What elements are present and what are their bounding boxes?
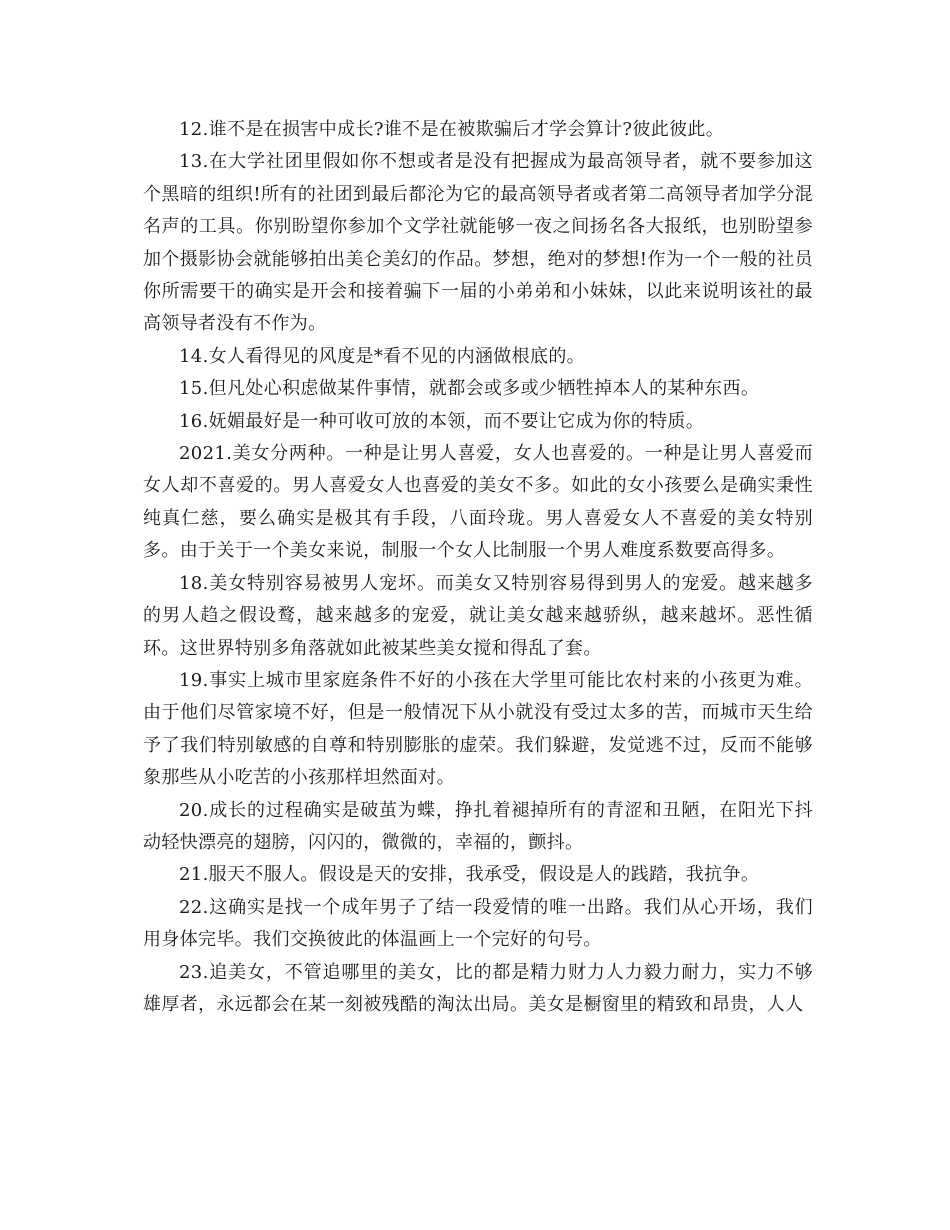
paragraph-19: 19.事实上城市里家庭条件不好的小孩在大学里可能比农村来的小孩更为难。由于他们尽管家境不好，但是一般情况下从小就没有受过太多的苦，而城市天生给予了我们特别敏感的自尊和特别膨胀的虚荣。我们躲避，发觉逃不过，反而不能够象那些从小吃苦的小孩那样坦然面对。 bbox=[143, 669, 813, 789]
paragraph-23: 23.追美女，不管追哪里的美女，比的都是精力财力人力毅力耐力，实力不够雄厚者，永远都会在某一刻被残酷的淘汰出局。美女是橱窗里的精致和昂贵，人人 bbox=[143, 961, 813, 1015]
paragraph-2021: 2021.美女分两种。一种是让男人喜爱，女人也喜爱的。一种是让男人喜爱而女人却不喜爱的。男人喜爱女人也喜爱的美女不多。如此的女小孩要么是确实秉性纯真仁慈，要么确实是极其有手段，八面玲珑。男人喜爱女人不喜爱的美女特别多。由于关于一个美女来说，制服一个女人比制服一个男人难度系数要高得多。 bbox=[143, 443, 813, 562]
paragraph-18: 18.美女特别容易被男人宠坏。而美女又特别容易得到男人的宠爱。越来越多的男人趋之假设鹜，越来越多的宠爱，就让美女越来越骄纵，越来越坏。恶性循环。这世界特别多角落就如此被某些美女搅和得乱了套。 bbox=[143, 572, 813, 659]
paragraph-15: 15.但凡处心积虑做某件事情，就都会或多或少牺牲掉本人的某种东西。 bbox=[179, 378, 760, 400]
paragraph-21: 21.服天不服人。假设是天的安排，我承受，假设是人的践踏，我抗争。 bbox=[179, 864, 760, 886]
paragraph-20: 20.成长的过程确实是破茧为蝶，挣扎着褪掉所有的青涩和丑陋，在阳光下抖动轻快漂亮的翅膀，闪闪的，微微的，幸福的，颤抖。 bbox=[143, 799, 813, 853]
paragraph-13: 13.在大学社团里假如你不想或者是没有把握成为最高领导者，就不要参加这个黑暗的组织!所有的社团到最后都沦为它的最高领导者或者第二高领导者加学分混名声的工具。你别盼望你参加个文学社就能够一夜之间扬名各大报纸，也别盼望参加个摄影协会就能够拍出美仑美幻的作品。梦想，绝对的梦想!作为一个一般的社员你所需要干的确实是开会和接着骗下一届的小弟弟和小妹妹，以此来说明该社的最高领导者没有不作为。 bbox=[143, 151, 813, 335]
document-body bbox=[143, 114, 813, 1021]
paragraph-12: 12.谁不是在损害中成长?谁不是在被欺骗后才学会算计?彼此彼此。 bbox=[179, 119, 725, 140]
paragraph-22: 22.这确实是找一个成年男子了结一段爱情的唯一出路。我们从心开场，我们用身体完毕。我们交换彼此的体温画上一个完好的句号。 bbox=[143, 896, 813, 951]
paragraph-14: 14.女人看得见的风度是*看不见的内涵做根底的。 bbox=[179, 345, 586, 367]
paragraph-16: 16.妩媚最好是一种可收可放的本领，而不要让它成为你的特质。 bbox=[179, 410, 705, 432]
